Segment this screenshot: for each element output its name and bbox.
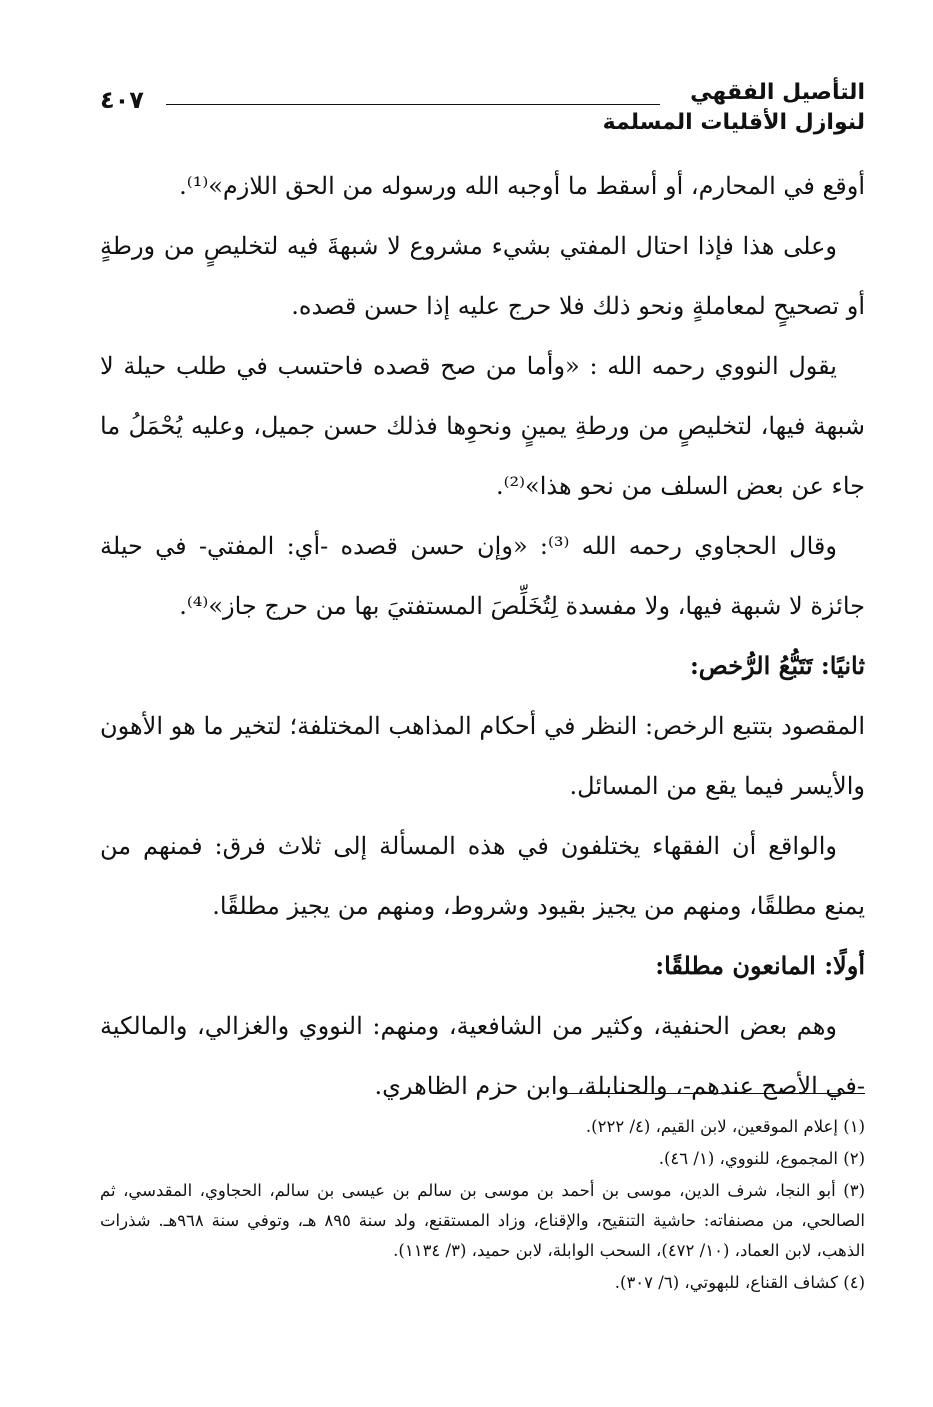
running-header (100, 78, 865, 142)
book-title-line-2: لنوازل الأقليات المسلمة (602, 110, 865, 135)
paragraph: وهم بعض الحنفية، وكثير من الشافعية، ومنهم: النووي والغزالي، والمالكية -في الأصح عندهم-، والحنابلة، وابن حزم الظاهري. (100, 1012, 865, 1100)
paragraph: والواقع أن الفقهاء يختلفون في هذه المسألة إلى ثلاث فرق: فمنهم من يمنع مطلقًا، ومنهم من يجيز بقيود وشروط، ومنهم من يجيز مطلقًا. (100, 832, 865, 920)
footnotes (100, 1112, 865, 1300)
paragraph: المقصود بتتبع الرخص: النظر في أحكام المذاهب المختلفة؛ لتخير ما هو الأهون والأيسر فيما يقع من المسائل. (100, 712, 865, 800)
footnote: (٢) المجموع، للنووي، (١/ ٤٦). (658, 1149, 865, 1168)
book-title (603, 78, 865, 138)
paragraph: يقول النووي رحمه الله : «وأما من صح قصده فاحتسب في طلب حيلة لا شبهة فيها، لتخليصٍ من ورطةِ يمينٍ ونحوِها فذلك حسن جميل، وعليه يُحْمَلُ ما جاء عن بعض السلف من نحو هذا»⁽²⁾. (100, 352, 865, 500)
footnote: (٤) كشاف القناع، للبهوتي، (٦/ ٣٠٧). (614, 1273, 865, 1292)
paragraph: أوقع في المحارم، أو أسقط ما أوجبه الله ورسوله من الحق اللازم»⁽¹⁾. (179, 172, 865, 200)
section-heading: أولًا: المانعون مطلقًا: (655, 951, 865, 980)
paragraph: وعلى هذا فإذا احتال المفتي بشيء مشروع لا شبهةَ فيه لتخليصٍ من ورطةٍ أو تصحيحٍ لمعاملةٍ ونحو ذلك فلا حرج عليه إذا حسن قصده. (100, 232, 865, 320)
book-title-line-1: التأصيل الفقهي (690, 80, 865, 105)
main-text (100, 156, 865, 1116)
footnote-separator (565, 1093, 865, 1094)
section-heading: ثانيًا: تَتَبُّعُ الرُّخص: (689, 651, 865, 680)
page-number: ٤٠٧ (100, 86, 144, 114)
footnote: (١) إعلام الموقعين، لابن القيم، (٤/ ٢٢٢). (585, 1117, 865, 1136)
paragraph: وقال الحجاوي رحمه الله ⁽³⁾: «وإن حسن قصده -أي: المفتي- في حيلة جائزة لا شبهة فيها، ولا مفسدة لِتُخَلِّصَ المستفتيَ بها من حرج جاز»⁽⁴⁾. (100, 532, 865, 620)
footnote: (٣) أبو النجا، شرف الدين، موسى بن أحمد بن موسى بن سالم بن عيسى بن سالم، الحجاوي، المقدسي، ثم الصالحي، من مصنفاته: حاشية التنقيح، والإقناع، وزاد المستقنع، ولد سنة ٨٩٥ هـ، وتوفي سنة ٩٦٨هـ. شذرات الذهب، لابن العماد، (١٠/ ٤٧٢)، السحب الوابلة، لابن حميد، (٣/ ١١٣٤). (100, 1181, 866, 1260)
header-rule (166, 104, 660, 105)
